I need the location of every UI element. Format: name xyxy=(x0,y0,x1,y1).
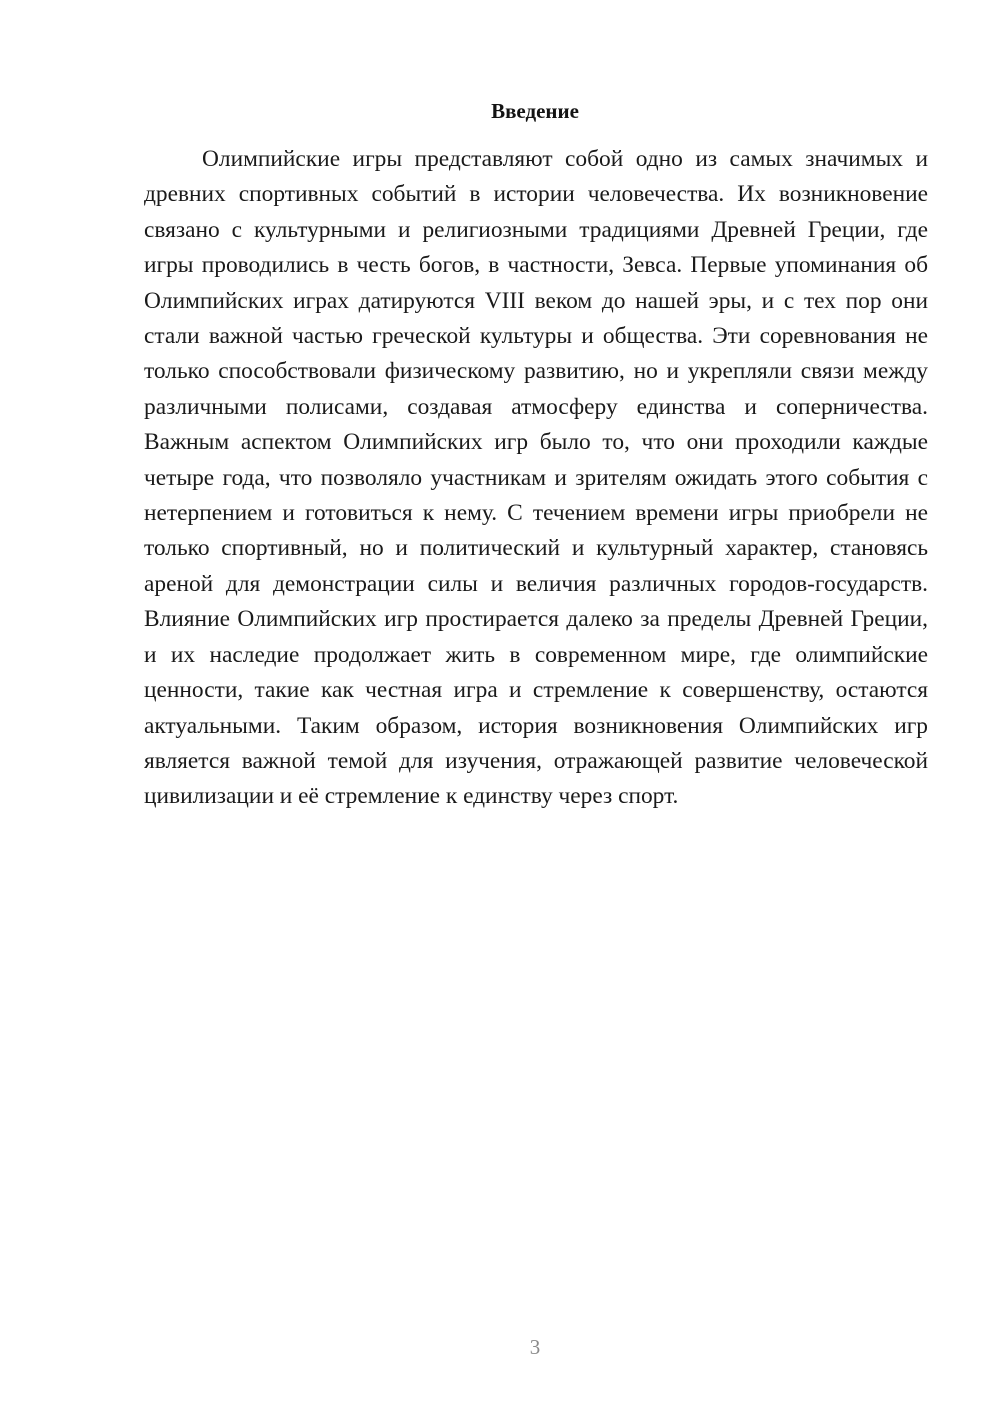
section-heading: Введение xyxy=(491,99,579,123)
body-paragraph: Олимпийские игры представляют собой одно из самых значимых и древних спортивных событий в истории человечества. Их возникновение связано с культурными и религиозными традициями Древней Греции, где игры проводились в честь богов, в частности, Зевса. Первые упоминания об Олимпийских играх датируются VIII веком до нашей эры, и с тех пор они стали важной частью греческой культуры и общества. Эти соревнования не только способствовали физическому развитию, но и укрепляли связи между различными полисами, создавая атмосферу единства и соперничества. Важным аспектом Олимпийских игр было то, что они проходили каждые четыре года, что позволяло участникам и зрителям ожидать этого события с нетерпением и готовиться к нему. С течением времени игры приобрели не только спортивный, но и политический и культурный характер, становясь ареной для демонстрации силы и величия различных городов-государств. Влияние Олимпийских игр простирается далеко за пределы Древней Греции, и их наследие продолжает жить в современном мире, где олимпийские ценности, такие как честная игра и стремление к совершенству, остаются актуальными. Таким образом, история возникновения Олимпийских игр является важной темой для изучения, отражающей развитие человеческой цивилизации и её стремление к единству через спорт. xyxy=(144,146,928,810)
page-number: 3 xyxy=(529,1335,541,1359)
